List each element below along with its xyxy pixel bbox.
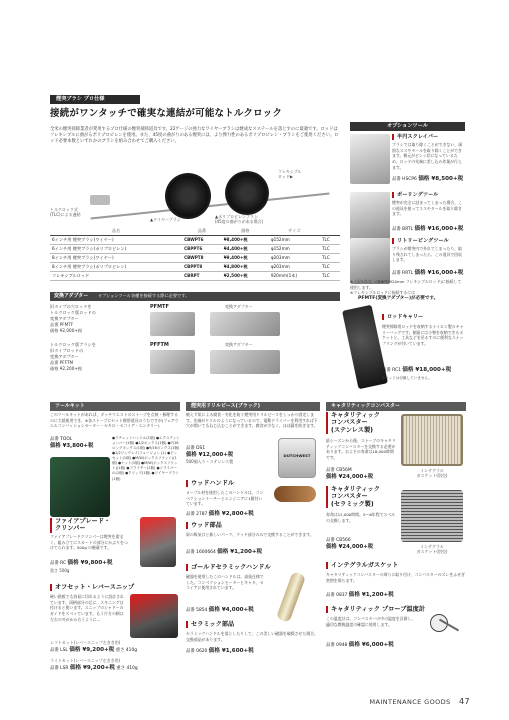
clipper-title: ファイアプレード・ クリンパー: [50, 518, 130, 533]
option-text-scraper: ブラシでは取り除くことができない、頑固なススやタールを取り除くことができます。柄元がピンッ状になっているため、ロッドの先端に差し込み作業が行えます。: [392, 142, 463, 170]
clipper-price-value: 価格 ¥9,800+税: [67, 560, 113, 566]
gold-handle-text: 磁器を使用したこのハンドルは、高級仕様でした。コンベクションヒーターとキャタ、セコイアに使用されています。: [186, 574, 264, 591]
cell-connector: TLC: [320, 236, 340, 245]
options-column: [350, 122, 465, 390]
wood-part-text: 扉の吸気口と新しいパーツ、ウッド部分のみで交換することができます。: [186, 532, 314, 537]
drill-qty: 500個入り・ステンレス製: [186, 459, 234, 465]
wood-part-price-value: 価格 ¥1,200+税: [217, 549, 263, 555]
drill-price: [186, 446, 276, 465]
pfftm-assembled-image: [210, 350, 280, 374]
col-header-connector: [320, 227, 340, 236]
table-row: [50, 236, 340, 245]
integral-price: [326, 592, 466, 600]
option-price-retrieving: [392, 270, 465, 278]
cell-size: φ152mm: [269, 245, 320, 254]
integral-title: インテグラルガスケット: [326, 562, 466, 569]
page-number: 47: [459, 697, 470, 706]
pfmtf-assembled-image: [210, 312, 280, 336]
stainless-combustor-image: [401, 414, 463, 466]
clipper-weight: 重さ 500g: [50, 568, 70, 573]
drill-price-value: 価格 ¥12,000+税: [186, 451, 234, 458]
option-price: 価格 ¥8,500+税: [418, 176, 464, 182]
stainless-title: キャタリティック コンバスター (ステンレス製): [326, 412, 396, 434]
shears-title: オフセット・レバースニップ: [50, 584, 180, 591]
pfmtf-image: [150, 312, 195, 336]
options-head: オプションツール: [350, 122, 465, 131]
gold-handle-title: ゴールドセラミックハンドル: [186, 564, 320, 571]
cell-size: φ152mm: [269, 236, 320, 245]
stainless-caption: インテグラル ガスケット(別売): [416, 468, 448, 479]
cell-code: CBRPT: [182, 272, 222, 281]
shears-weight-2: 重さ 410g: [116, 666, 138, 671]
spec-table: [50, 227, 340, 281]
gold-handle-price: [186, 607, 276, 615]
brush-diagram: [50, 165, 340, 225]
shears-line-1: レフトカット(レバースニップ左きき用): [50, 640, 121, 645]
option-code: 品番 RRTL: [392, 271, 414, 276]
ceramic-part-code: 品番 0620: [186, 649, 208, 654]
shears-line-2: ライトカット(レバースニップ左きき用): [50, 658, 121, 663]
integral-code: 品番 0837: [326, 593, 348, 598]
scraper-image: [350, 134, 390, 184]
stainless-text: 最シーズンから後、ストーブのキャタリティックコンバスターを交換する必要があります。およその寿命は18,000時間です。: [326, 438, 396, 460]
conv-adapter-label: 変換アダプター: [225, 304, 253, 309]
option-code: 品番 BRTL: [392, 227, 414, 232]
col-header-code: 品番: [182, 227, 222, 236]
drill-can-label: DUTCHWEST: [283, 453, 311, 458]
cell-size: 920mm(1本): [269, 272, 320, 281]
adapter-header: [50, 292, 340, 301]
option-title-retrieving: リトリービングツール: [392, 238, 465, 244]
col-header-size: サイズ: [269, 227, 320, 236]
lower-col-3: [326, 402, 466, 692]
pfftm-label: PFFTM: [150, 342, 169, 348]
spec-table-wrap: [50, 227, 340, 281]
adapter-sub: オプションツール各種を接続する際に必要です。: [97, 293, 190, 298]
stainless-code: 品番 CB56M: [326, 468, 352, 473]
cell-connector: TLC: [320, 254, 340, 263]
shears-code-1: 品番 LSL: [50, 648, 68, 653]
probe-title: キャタリティック プローブ温度計: [326, 606, 466, 613]
toolkit-head: ツールキット: [50, 402, 180, 411]
ceramic-text: 寿命は12,000時間。5〜6年程でスベルの交換します。: [326, 512, 396, 523]
boring-tool-image: [350, 192, 390, 242]
poly-brush-label: ▲ポリプロピレンブラシ (45度の曲がりがある場合): [215, 214, 264, 225]
toolkit-price-value: 価格 ¥3,800+税: [50, 442, 94, 449]
conv-adapter-label-2: 変換アダプター: [225, 342, 253, 347]
cell-price: ¥9,400+税: [222, 254, 269, 263]
rod-case-text: 煙突掃除用ロッドを収納するナイロン製のキャリーバッグです。側面には小物を収納できるポケットと、工具などを吊るすのに便利なスナップリングが付いています。: [382, 324, 464, 346]
wood-handle-code: 品番 2787: [186, 512, 208, 517]
adapter-section: [50, 292, 340, 387]
wood-handle-title: ウッドハンドル: [186, 480, 320, 487]
rod-case-price: [382, 367, 465, 375]
option-price: 価格 ¥16,000+税: [414, 226, 464, 232]
wood-handle-price: [186, 511, 320, 519]
probe-price: [326, 642, 466, 650]
cell-code: CBWPT6: [182, 236, 222, 245]
wood-part-price: [186, 549, 320, 557]
shears-image: [130, 594, 178, 638]
option-text-boring: 煙突が完全に詰まってしまった場合、この道具を使ってススやタールを取り除きます。: [392, 200, 463, 217]
table-row: [50, 272, 340, 281]
pfftm-text: トルクロック版ブラシを 旧タイプロッドの 変換アダプター 品番 PFFTM 価格 ¥2,200+税: [50, 342, 96, 372]
drill-text: 焼えず炭による腐食・劣化を防ぐ煙突用ドリルピースをしっかり固定します。先端がドリルのようになっているので、電動ドライバーを利用すれば下穴が開いてもねじ込むことができます。腐食が少なく、ほぼ錆を防ぎます。: [186, 412, 318, 429]
wood-part-title: ウッド部品: [186, 522, 320, 529]
ceramic-part-text: セラミックハンドルを落としたりして、この美しい磁器を破損させた場合、交換部品があります。: [186, 631, 318, 642]
drill-can-image: [278, 438, 316, 478]
toolkit-price: [50, 437, 105, 450]
cell-code: CBWPT8: [182, 254, 222, 263]
drill-head: 煙突用ドリルピース(ブラック): [186, 402, 320, 411]
cell-code: CBPPT6: [182, 245, 222, 254]
shears-price-2: [50, 665, 180, 673]
retrieving-tool-image: [350, 238, 390, 284]
shears-code-2: 品番 LSR: [50, 666, 69, 671]
clipper-price: [50, 560, 130, 568]
pfftm-image: [150, 350, 195, 374]
cell-name: 6インチ用 煙突ブラシ(ポリプロピレン): [50, 245, 182, 254]
integral-price-value: 価格 ¥1,200+税: [348, 592, 394, 598]
wire-brush-image: [165, 173, 211, 219]
col-header-name: 品名: [50, 227, 182, 236]
cell-size: φ203mm: [269, 254, 320, 263]
probe-text: この温度計は、コンバスターの中の温度を計測し、適切な燃焼温度の確認に使用します。: [326, 616, 416, 627]
adapter-head: 変換アダプター: [54, 293, 89, 299]
shears-price-value-2: 価格 ¥9,200+税: [69, 665, 115, 671]
section-tag: 煙突ブラシ プロ仕様: [50, 95, 140, 104]
catalytic-head: キャタリティックコンバスター: [326, 402, 466, 411]
gold-handle-image: [276, 571, 306, 623]
footer: [350, 697, 470, 708]
gold-handle-code: 品番 5854: [186, 608, 208, 613]
probe-price-value: 価格 ¥6,000+税: [348, 642, 394, 648]
stainless-price-value: 価格 ¥24,000+税: [326, 473, 374, 480]
ceramic-part-price: [186, 648, 320, 656]
options-note-2: ※フレキシブルロッドに接続するには: [350, 290, 416, 295]
flex-rod-label: フレキシブル ロッド▶: [278, 169, 302, 180]
rod-case-price-value: 価格 ¥18,000+税: [402, 367, 452, 373]
poly-brush-image: [225, 171, 269, 215]
probe-image: [426, 614, 462, 638]
torque-lock-image: [90, 195, 110, 205]
cell-name: 8インチ用 煙突ブラシ(ポリプロピレン): [50, 263, 182, 272]
ceramic-caption: インテグラル ガスケット(別売): [416, 544, 448, 555]
col-header-price: 価格: [222, 227, 269, 236]
pfmtf-label: PFMTF: [150, 304, 169, 310]
clipper-code: 品番 RC: [50, 561, 67, 566]
option-text-retrieving: ブラシが煙突内で外れてしまったり、取り残されてしまったら、この道具で回収します。: [392, 246, 463, 263]
cell-price: ¥8,400+税: [222, 236, 269, 245]
options-note-3: PFMTF(変換アダプター)が必要です。: [358, 296, 439, 301]
footer-label: MAINTENANCE GOODS: [369, 698, 451, 706]
clipper-image: [140, 517, 176, 567]
wood-handle-image: [274, 486, 316, 502]
cell-connector: TLC: [320, 272, 340, 281]
table-row: [50, 254, 340, 263]
torque-lock-label: トルクロック式 (TLC)による連結: [50, 207, 81, 218]
option-title-scraper: 半円スクレイパー: [392, 134, 465, 140]
wood-handle-text: メープル材を使用したこのハンドルは、コンベクショントーチーとエンジニアに1個付いています。: [186, 490, 264, 507]
cell-name: 6インチ用 煙突ブラシ(ワイヤー): [50, 236, 182, 245]
shears-price-value-1: 価格 ¥9,200+税: [69, 647, 115, 653]
wood-handle-price-value: 価格 ¥2,800+税: [208, 511, 254, 517]
gold-handle-price-value: 価格 ¥4,000+税: [208, 607, 254, 613]
cell-price: ¥4,400+税: [222, 245, 269, 254]
cell-name: 8インチ用 煙突ブラシ(ワイヤー): [50, 254, 182, 263]
shears-price-1: [50, 647, 180, 655]
toolkit-code: 品番 TOOL: [50, 437, 73, 442]
cell-price: ¥2,500+税: [222, 272, 269, 281]
ceramic-part-title: セラミック部品: [186, 621, 320, 628]
clipper-text: ファイアプレードクリンパーは煙突を重宝く、組み立てにスカートの部分にかぶりをつけてられます。500g の軽量です。: [50, 534, 128, 551]
intro-text: 全米の煙突掃除業者が愛用するプロ仕様の煙突掃除道具です。22ゲージの強力なワイヤーブラシは焼成なスステールを落とすのに最適です。ロッドはフレキシブルに曲がるポリプロピレンを使用。また、45度の曲がりのある煙突には、より弾力性のあるポリプロピレン・ブラシをご使用ください。ロッド必要本数といずれかのブラシを組み合わせてご購入ください。: [50, 127, 339, 145]
toolkit-text: このツールキットがあれば、ダッチウエストのストーブを点検・修理するのに大抵使用でき、※各ストーブにセット携帯道具のうちですが(フェアウエルコンバッションセーター・セキロ・セコイア・エンタリー): [50, 412, 179, 429]
wire-brush-label: ▲ワイヤーブラシ: [150, 217, 181, 222]
cell-name: フレキシブルロッド: [50, 272, 182, 281]
toolkit-image: [50, 457, 110, 517]
cell-price: ¥4,800+税: [222, 263, 269, 272]
lower-col-2: [186, 402, 320, 692]
option-price-scraper: [392, 176, 465, 184]
ceramic-combustor-image: [401, 490, 463, 542]
option-code: 品番 HSCP6: [392, 177, 417, 182]
stainless-price: [326, 468, 396, 481]
shears-weight-1: 重さ 410g: [115, 648, 138, 653]
lower-col-1: [50, 402, 180, 692]
rod-case-title: ロッドキャリー: [382, 314, 465, 320]
option-price: 価格 ¥16,000+税: [414, 270, 464, 276]
table-row: [50, 263, 340, 272]
toolkit-contents: ●ラチェットハンドル(1個) ●エクステンションバー(1個) ●1/2ボックス(1個) ●7/16ロングボックス(1個) ●9/16ボックス(1個) ●1/2ワンウェイ/フュージョン (1) ●ピンセット(1個) ●M/W(ボックスソケット)(1個) ●ナット(1個) ●M/W(ボックスソケット)(1個) ●フライヤー(1個) ●ドライバーの(1個) ●クリップ(1個) ●ワイヤーブラシ(1個): [112, 436, 180, 481]
ceramic-title: キャタリティック コンバスター (セラミック製): [326, 486, 396, 508]
integral-text: キャタリティックコンバスターの周りに取り付け、コンバスターのズレをふせぎ密閉を保ちます。: [326, 572, 465, 583]
rod-case-code: 品番 RC1: [382, 368, 401, 373]
pfmtf-text: 旧タイプの穴ロッドを トルクロック版ロッドの 変換アダプター 品番 PFMTF 価格 ¥2,000+税: [50, 304, 96, 334]
ceramic-part-price-value: 価格 ¥1,600+税: [208, 648, 254, 654]
wood-part-code: 品番 1600664: [186, 550, 216, 555]
cell-connector: TLC: [320, 245, 340, 254]
ceramic-price-value: 価格 ¥24,000+税: [326, 543, 374, 550]
option-title-boring: ボーリングツール: [392, 192, 465, 198]
table-row: [50, 245, 340, 254]
options-note-1: ※上記3点は、CBRPT(920mm フレキシブルロッド)に接続して使用します。: [350, 279, 462, 290]
cell-size: φ203mm: [269, 263, 320, 272]
ceramic-price: [326, 538, 396, 551]
ceramic-code: 品番 CB566: [326, 538, 351, 543]
cell-code: CBPPT8: [182, 263, 222, 272]
drill-code: 品番 DS1: [186, 446, 206, 451]
rod-case-note: ※ロッドは付属していません。: [382, 376, 432, 380]
cell-connector: TLC: [320, 263, 340, 272]
page-headline: 接続がワンタッチで確実な連結が可能なトルクロック: [50, 108, 283, 119]
shears-text: 硬い鉄板でも容易に切れるように設計されています。両柄部分の芯に、スキニングは付けると使います。スニップのシャドーのガイドをスベッています。もう片方の柄は左右の刃がかみ合うように...: [50, 594, 124, 622]
option-price-boring: [392, 226, 465, 234]
probe-code: 品番 0948: [326, 643, 348, 648]
